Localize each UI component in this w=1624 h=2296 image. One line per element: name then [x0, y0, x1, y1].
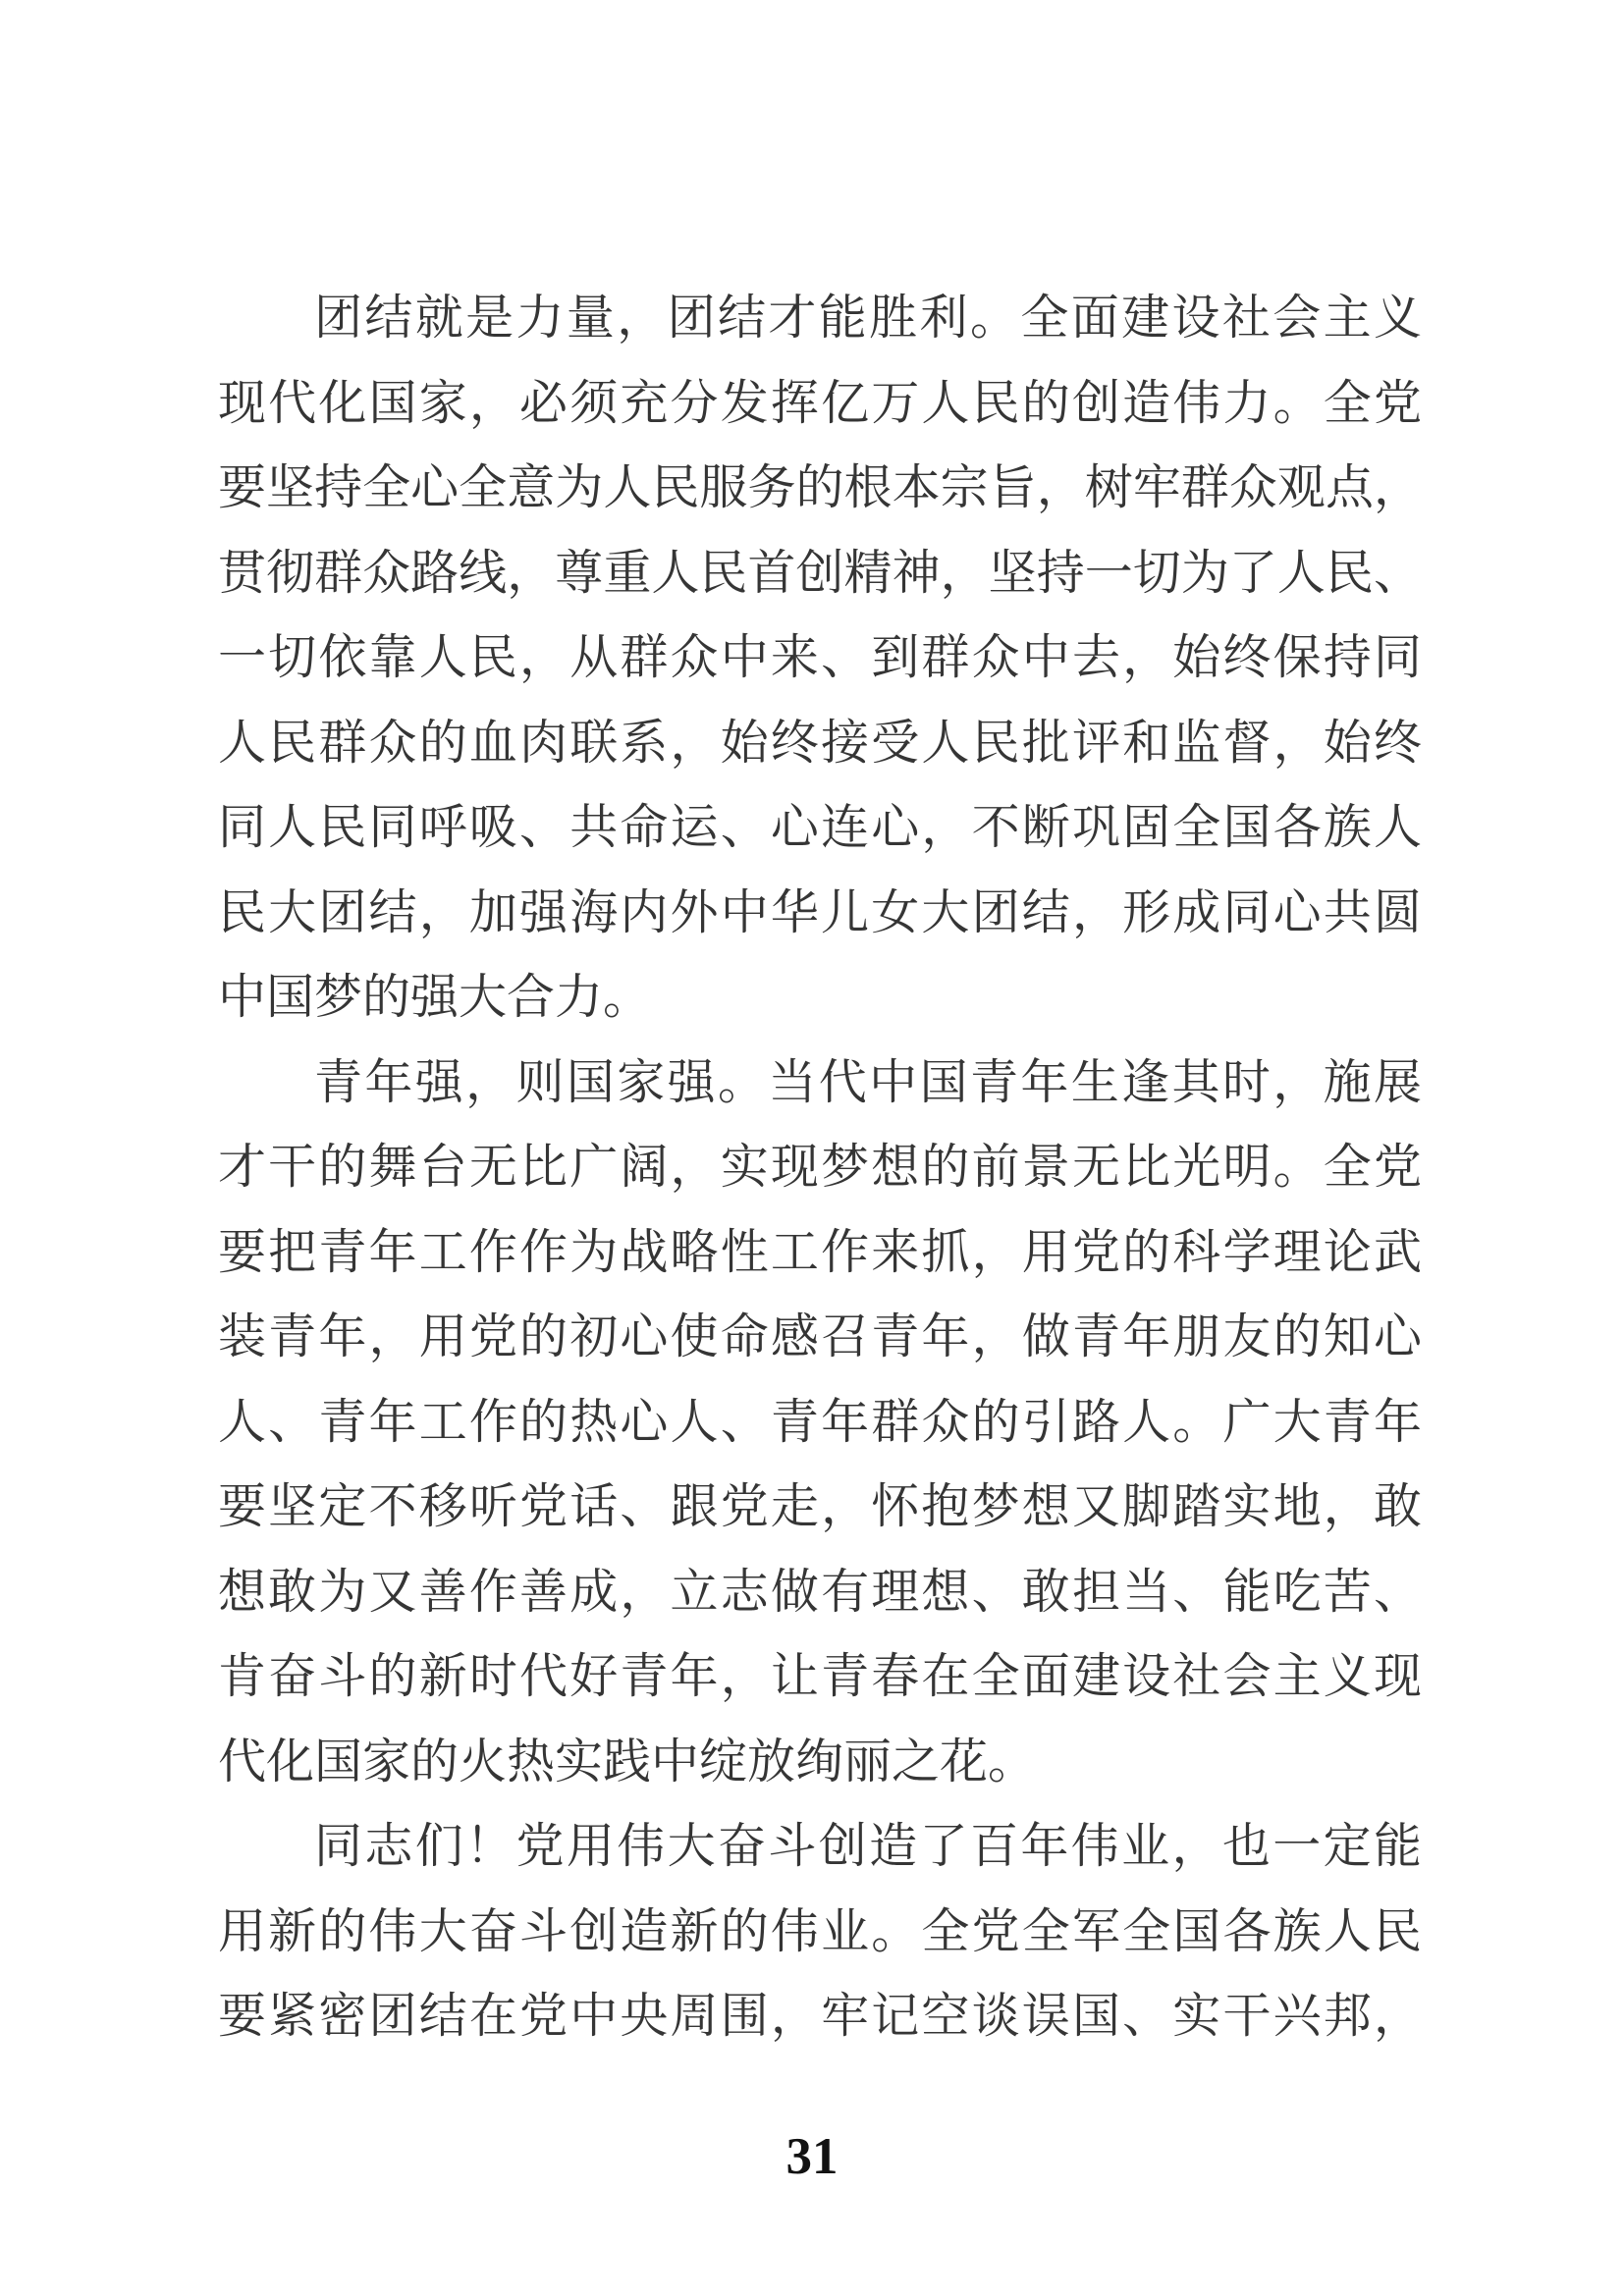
text-line: 装青年，用党的初心使命感召青年，做青年朋友的知心	[218, 1309, 1422, 1363]
text-line: 贯彻群众路线，尊重人民首创精神，坚持一切为了人民、	[218, 545, 1422, 600]
text-line: 青年强，则国家强。当代中国青年生逢其时，施展	[314, 1054, 1422, 1109]
text-line: 同志们！党用伟大奋斗创造了百年伟业，也一定能	[314, 1819, 1422, 1873]
text-line: 同人民同呼吸、共命运、心连心，不断巩固全国各族人	[218, 800, 1422, 854]
text-line: 一切依靠人民，从群众中来、到群众中去，始终保持同	[218, 630, 1422, 684]
text-line: 要把青年工作作为战略性工作来抓，用党的科学理论武	[218, 1224, 1422, 1279]
text-line: 要坚定不移听党话、跟党走，怀抱梦想又脚踏实地，敢	[218, 1479, 1422, 1533]
document-body	[218, 276, 1422, 2059]
text-line: 用新的伟大奋斗创造新的伟业。全党全军全国各族人民	[218, 1903, 1422, 1958]
text-line: 要紧密团结在党中央周围，牢记空谈误国、实干兴邦，	[218, 1989, 1422, 2043]
text-line: 代化国家的火热实践中绽放绚丽之花。	[218, 1734, 1037, 1789]
text-line: 要坚持全心全意为人民服务的根本宗旨，树牢群众观点，	[218, 460, 1422, 514]
text-line: 人民群众的血肉联系，始终接受人民批评和监督，始终	[218, 715, 1422, 770]
text-line: 人、青年工作的热心人、青年群众的引路人。广大青年	[218, 1394, 1422, 1449]
page-number: 31	[785, 2128, 839, 2185]
text-line: 才干的舞台无比广阔，实现梦想的前景无比光明。全党	[218, 1140, 1422, 1194]
text-line: 中国梦的强大合力。	[218, 970, 652, 1024]
paragraph-2	[218, 1041, 1422, 1805]
paragraph-1	[218, 276, 1422, 1041]
text-line: 团结就是力量，团结才能胜利。全面建设社会主义	[314, 291, 1422, 345]
text-line: 想敢为又善作善成，立志做有理想、敢担当、能吃苦、	[218, 1564, 1422, 1619]
text-line: 现代化国家，必须充分发挥亿万人民的创造伟力。全党	[218, 375, 1422, 430]
text-line: 民大团结，加强海内外中华儿女大团结，形成同心共圆	[218, 884, 1422, 939]
paragraph-3	[218, 1804, 1422, 2059]
text-line: 肯奋斗的新时代好青年，让青春在全面建设社会主义现	[218, 1649, 1422, 1703]
